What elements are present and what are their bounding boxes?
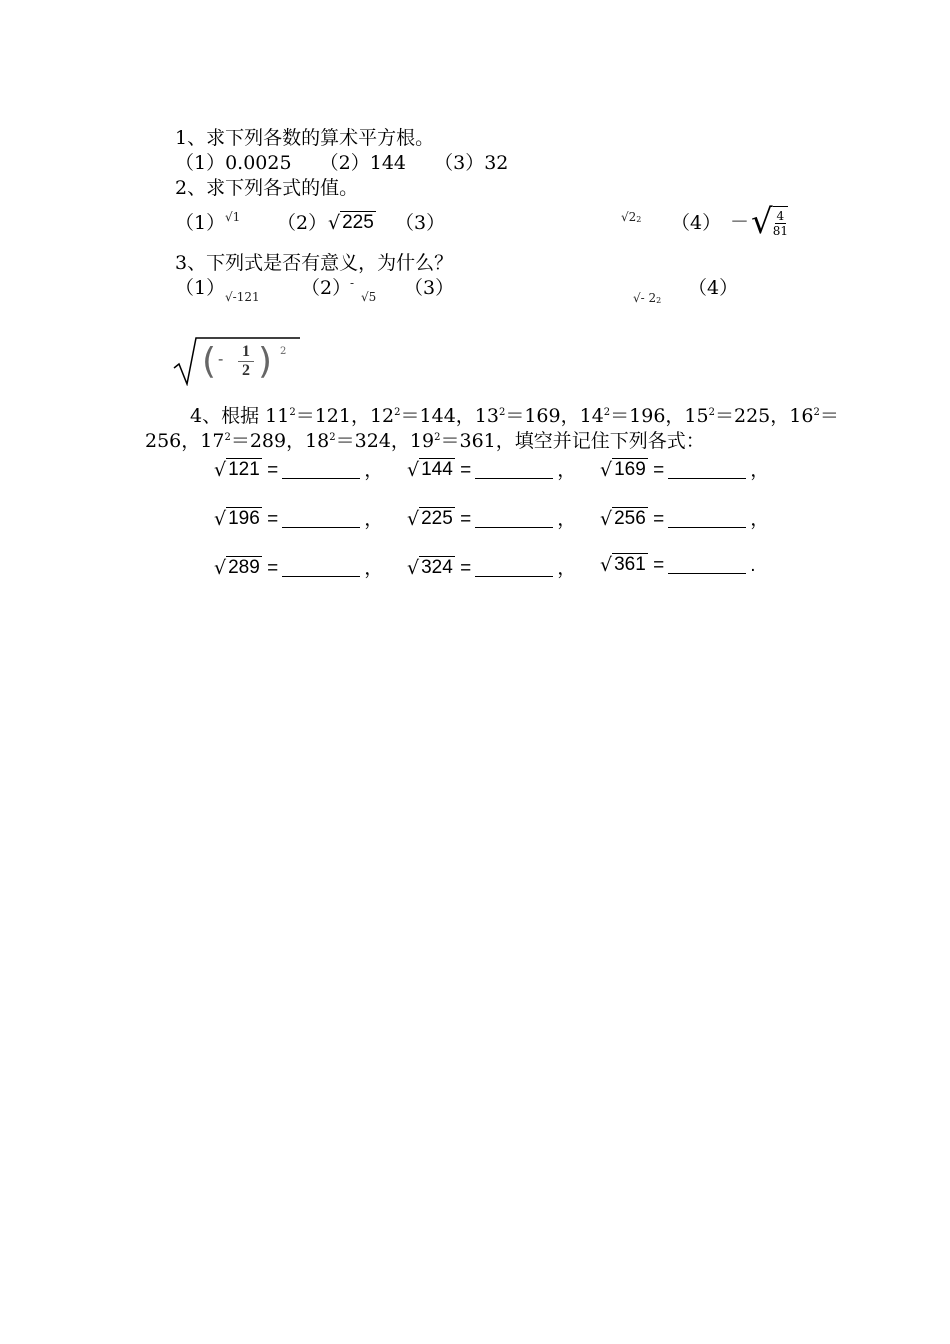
q3-expr-4: [172, 334, 302, 386]
sqrt-icon: √: [407, 557, 420, 579]
q2-prompt: 2、求下列各式的值。: [175, 177, 359, 199]
q4-item: √ 225 = ，: [407, 508, 577, 530]
sqrt-icon: √: [751, 202, 773, 242]
q4-item: √ 361 = .: [600, 554, 756, 576]
q4-item: √ 196 = ，: [214, 508, 384, 530]
q3-label-1: （1）: [175, 277, 226, 299]
q3-label-4: （4）: [688, 277, 739, 299]
q4-item: √ 256 = ，: [600, 508, 770, 530]
q4-item: √ 324 = ，: [407, 557, 577, 579]
sqrt-icon: √: [361, 290, 369, 304]
sqrt-icon: √: [214, 508, 227, 530]
q3-fraction: 1 2: [238, 343, 254, 380]
sqrt-icon: √: [214, 557, 227, 579]
minus-sign: -: [218, 351, 224, 368]
q1-prompt: 1、求下列各数的算术平方根。: [175, 127, 435, 149]
q1-item-2: （2）144: [319, 152, 407, 174]
sqrt-icon: √: [600, 508, 613, 530]
q2-expr-2: √ 225: [328, 212, 374, 234]
q2-label-1: （1）: [175, 212, 226, 234]
q3-expr-2-sign: -: [350, 276, 355, 290]
sqrt-icon: √: [225, 210, 233, 224]
q3-expr-2: √ 5: [361, 290, 377, 304]
q2-expr-3: √ 2 2: [621, 210, 642, 224]
q2-label-3: （3）: [395, 212, 446, 234]
answer-blank[interactable]: [475, 460, 553, 479]
q4-item: √ 121 = ，: [214, 459, 384, 481]
sqrt-icon: √: [225, 290, 233, 304]
sqrt-icon: √: [600, 554, 613, 576]
sqrt-icon: √: [214, 459, 227, 481]
sqrt-icon: √: [407, 459, 420, 481]
answer-blank[interactable]: [282, 558, 360, 577]
exponent: 2: [280, 346, 287, 357]
answer-blank[interactable]: [282, 460, 360, 479]
left-paren: (: [202, 341, 217, 382]
q3-expr-1: √ -121: [225, 290, 260, 304]
q4-item: √ 169 = ，: [600, 459, 770, 481]
q4-item: √ 289 = ，: [214, 557, 384, 579]
q3-expr-3: √ - 2 2: [633, 291, 662, 305]
q2-expr-1: √ 1: [225, 210, 241, 224]
answer-blank[interactable]: [475, 558, 553, 577]
answer-blank[interactable]: [475, 509, 553, 528]
right-paren: ): [258, 341, 273, 382]
q4-intro-line1: 4、根据 $11^2=121$，$12^2=144$，$13^2=169$，$14^2=196$，$15^2=225$，$16^2=$: [190, 405, 839, 427]
q2-label-2: （2）: [277, 212, 328, 234]
q4-intro-line2: 256，$17^2=289$，$18^2=324$，$19^2=361$，填空并记住下列各式：: [145, 430, 705, 452]
q1-item-1: （1）0.0025: [175, 152, 292, 174]
q3-label-3: （3）: [404, 277, 455, 299]
answer-blank[interactable]: [282, 509, 360, 528]
answer-blank[interactable]: [668, 555, 746, 574]
answer-blank[interactable]: [668, 460, 746, 479]
q3-label-2: （2）: [301, 277, 352, 299]
sqrt-icon: √: [407, 508, 420, 530]
q4-item: √ 144 = ，: [407, 459, 577, 481]
sqrt-icon: [172, 334, 302, 386]
q2-expr-4: － √ $\frac{4}{81}$: [730, 202, 788, 242]
q2-fraction: $\frac{4}{81}$: [773, 206, 788, 238]
sqrt-icon: √: [600, 459, 613, 481]
q1-items: [175, 151, 508, 175]
sqrt-icon: √: [633, 291, 641, 305]
q3-prompt: 3、下列式是否有意义，为什么？: [175, 252, 454, 274]
q2-label-4: （4）: [671, 212, 722, 234]
q1-item-3: （3）32: [434, 152, 509, 174]
sqrt-icon: √: [328, 212, 341, 234]
sqrt-icon: √: [621, 210, 629, 224]
answer-blank[interactable]: [668, 509, 746, 528]
